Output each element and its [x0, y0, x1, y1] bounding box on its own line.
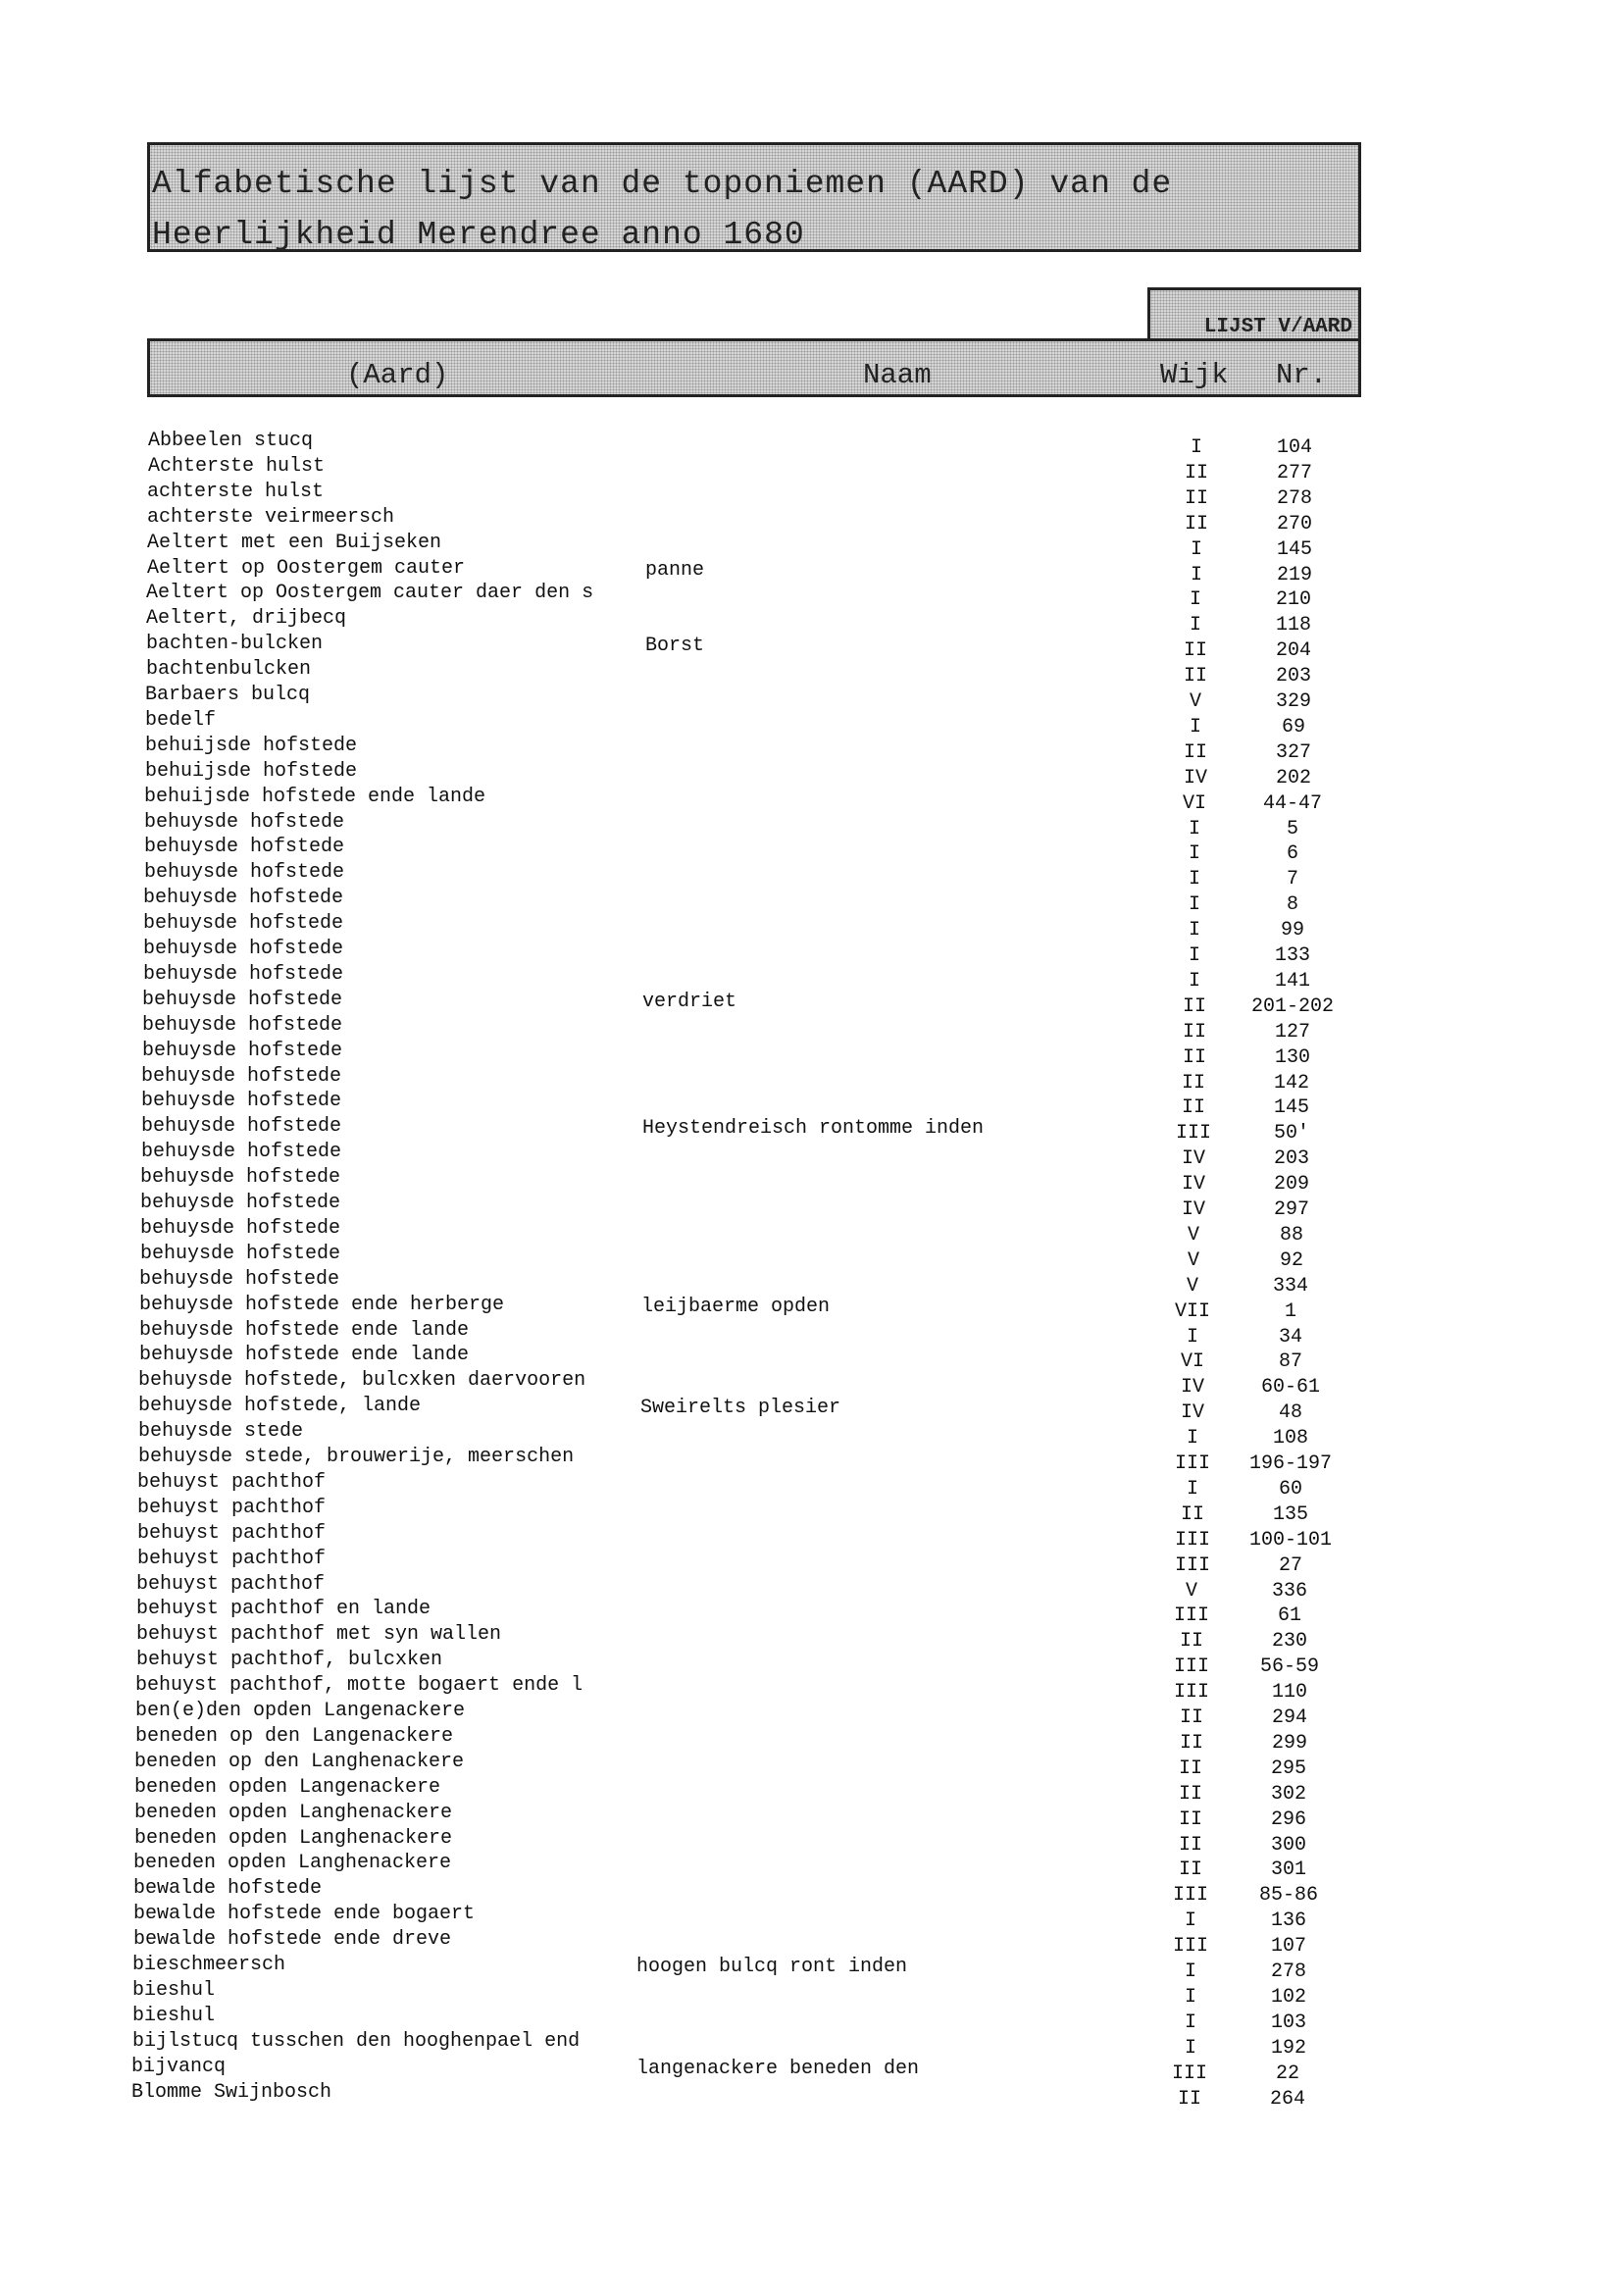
naam-cell: Heystendreisch rontomme inden [642, 1117, 985, 1140]
nr-cell: 27 [1278, 1554, 1302, 1577]
aard-cell: behuysde hofstede [142, 1014, 343, 1037]
nr-cell: 142 [1273, 1072, 1309, 1095]
table-row [0, 506, 1624, 535]
table-row [0, 1852, 1624, 1881]
aard-cell: beneden op den Langhenackere [134, 1751, 465, 1773]
nr-cell: 34 [1278, 1326, 1302, 1349]
nr-cell: 87 [1278, 1350, 1302, 1373]
table-row [0, 836, 1624, 865]
aard-cell: behuyst pachthof en lande [136, 1598, 431, 1620]
wijk-cell: I [1188, 970, 1200, 993]
nr-cell: 202 [1275, 767, 1311, 789]
table-row [0, 709, 1624, 738]
table-row [0, 1827, 1624, 1857]
nr-cell: 136 [1270, 1909, 1306, 1932]
table-row [0, 938, 1624, 967]
wijk-cell: II [1179, 1732, 1203, 1755]
naam-cell: hoogen bulcq ront inden [636, 1956, 908, 1978]
aard-cell: behuysde hofstede [143, 912, 344, 935]
table-row [0, 1420, 1624, 1450]
aard-cell: behuysde hofstede [141, 1115, 342, 1138]
wijk-cell: II [1184, 513, 1208, 535]
table-row [0, 1344, 1624, 1373]
wijk-cell: IV [1181, 1147, 1205, 1170]
nr-cell: 1 [1284, 1300, 1296, 1323]
wijk-cell: II [1182, 1021, 1206, 1044]
wijk-cell: VI [1182, 792, 1206, 815]
naam-cell: leijbaerme opden [641, 1296, 831, 1318]
wijk-cell: I [1188, 944, 1200, 967]
wijk-cell: I [1184, 2037, 1196, 2060]
nr-cell: 201-202 [1250, 995, 1334, 1018]
wijk-cell: IV [1183, 767, 1207, 789]
nr-cell: 204 [1275, 639, 1311, 662]
aard-cell: behuyst pachthof, motte bogaert ende l [135, 1674, 584, 1697]
table-row [0, 1573, 1624, 1603]
nr-cell: 103 [1270, 2011, 1306, 2034]
wijk-cell: I [1189, 588, 1201, 611]
aard-cell: behuysde hofstede, lande [138, 1395, 422, 1417]
wijk-cell: II [1184, 487, 1208, 510]
wijk-cell: I [1184, 1986, 1196, 2009]
nr-cell: 44-47 [1262, 792, 1322, 815]
table-row [0, 1954, 1624, 1983]
aard-cell: behuysde hofstede ende lande [139, 1344, 470, 1366]
table-row [0, 1623, 1624, 1653]
aard-cell: behuysde hofstede [140, 1166, 341, 1189]
aard-cell: behuysde hofstede [140, 1217, 341, 1240]
table-row [0, 1751, 1624, 1780]
aard-cell: bieschmeersch [132, 1954, 286, 1976]
nr-cell: 88 [1279, 1224, 1303, 1247]
nr-cell: 100-101 [1248, 1529, 1332, 1552]
nr-cell: 135 [1272, 1503, 1308, 1526]
nr-cell: 104 [1276, 436, 1312, 459]
aard-cell: behuyst pachthof [137, 1522, 327, 1545]
aard-cell: bachtenbulcken [146, 658, 312, 681]
naam-column-header: Naam [863, 359, 932, 391]
wijk-cell: III [1173, 1604, 1209, 1627]
aard-cell: behuysde hofstede [143, 938, 344, 960]
wijk-cell: I [1184, 1960, 1196, 1983]
wijk-cell: III [1174, 1452, 1210, 1475]
wijk-cell: I [1186, 1427, 1198, 1450]
nr-cell: 110 [1271, 1681, 1307, 1704]
nr-cell: 336 [1271, 1580, 1307, 1603]
table-row [0, 1395, 1624, 1424]
table-row [0, 1471, 1624, 1501]
aard-cell: behuysde hofstede ende lande [139, 1319, 470, 1342]
aard-cell: beneden op den Langenackere [135, 1725, 454, 1748]
aard-cell: behuysde hofstede [140, 1243, 341, 1265]
wijk-cell: I [1190, 564, 1202, 586]
aard-cell: beneden opden Langhenackere [134, 1802, 453, 1824]
wijk-cell: I [1188, 842, 1200, 865]
table-row [0, 1141, 1624, 1170]
wijk-cell: II [1178, 1783, 1202, 1806]
nr-cell: 107 [1270, 1935, 1306, 1958]
table-row [0, 1090, 1624, 1119]
wijk-cell: II [1178, 1858, 1202, 1881]
aard-cell: Abbeelen stucq [148, 430, 314, 452]
naam-cell: panne [645, 559, 705, 582]
nr-cell: 61 [1277, 1604, 1301, 1627]
nr-cell: 203 [1275, 665, 1311, 687]
wijk-cell: II [1184, 462, 1208, 484]
aard-cell: behuysde hofstede [144, 836, 345, 858]
nr-cell: 278 [1276, 487, 1312, 510]
wijk-cell: II [1181, 1072, 1205, 1095]
aard-cell: Aeltert op Oostergem cauter daer den s [146, 582, 594, 604]
wijk-cell: III [1174, 1554, 1210, 1577]
nr-cell: 85-86 [1258, 1884, 1318, 1907]
table-row [0, 1369, 1624, 1399]
table-row [0, 1674, 1624, 1704]
nr-cell: 99 [1280, 919, 1304, 942]
document-title-line-2: Heerlijkheid Merendree anno 1680 [152, 217, 805, 253]
wijk-cell: II [1179, 1630, 1203, 1653]
aard-cell: behuysde hofstede [143, 963, 344, 986]
table-row [0, 861, 1624, 891]
aard-cell: behuysde hofstede [141, 1090, 342, 1112]
table-row [0, 1319, 1624, 1349]
nr-cell: 334 [1272, 1275, 1308, 1298]
wijk-cell: II [1178, 1757, 1202, 1780]
aard-cell: bedelf [145, 709, 217, 732]
nr-cell: 297 [1273, 1198, 1309, 1221]
nr-cell: 210 [1275, 588, 1311, 611]
lijst-label: LIJST V/AARD [1203, 316, 1352, 338]
aard-cell: behuysde hofstede [142, 1040, 343, 1062]
table-row [0, 1928, 1624, 1958]
aard-cell: bachten-bulcken [146, 633, 324, 655]
nr-cell: 145 [1273, 1096, 1309, 1119]
nr-cell: 296 [1270, 1808, 1306, 1831]
table-row [0, 1217, 1624, 1247]
nr-cell: 8 [1286, 893, 1298, 916]
aard-cell: Blomme Swijnbosch [131, 2081, 332, 2104]
wijk-cell: II [1181, 1096, 1205, 1119]
aard-cell: behuysde hofstede [139, 1268, 340, 1291]
table-row [0, 1979, 1624, 2009]
table-row [0, 1548, 1624, 1577]
nr-cell: 203 [1273, 1147, 1309, 1170]
table-row [0, 2005, 1624, 2034]
table-row [0, 1725, 1624, 1755]
nr-cell: 278 [1270, 1960, 1306, 1983]
wijk-cell: VI [1180, 1350, 1204, 1373]
table-row [0, 1115, 1624, 1145]
wijk-cell: III [1173, 1681, 1209, 1704]
aard-cell: Barbaers bulcq [145, 684, 311, 706]
table-row [0, 786, 1624, 815]
aard-cell: behuysde stede [138, 1420, 304, 1443]
wijk-cell: I [1189, 614, 1201, 636]
nr-cell: 102 [1270, 1986, 1306, 2009]
nr-cell: 301 [1270, 1858, 1306, 1881]
wijk-cell: II [1178, 1834, 1202, 1857]
aard-cell: Aeltert met een Buijseken [147, 532, 442, 554]
wijk-cell: V [1186, 1275, 1198, 1298]
wijk-cell: I [1189, 716, 1201, 738]
table-row [0, 557, 1624, 586]
table-row [0, 532, 1624, 561]
aard-cell: behuijsde hofstede [145, 735, 358, 757]
nr-cell: 56-59 [1259, 1655, 1319, 1678]
aard-cell: behuyst pachthof [136, 1573, 326, 1596]
table-row [0, 1065, 1624, 1095]
wijk-cell: IV [1181, 1173, 1205, 1196]
table-row [0, 658, 1624, 687]
wijk-cell: II [1179, 1706, 1203, 1729]
aard-cell: bieshul [132, 2005, 216, 2027]
aard-cell: behuijsde hofstede [145, 760, 358, 783]
nr-cell: 327 [1275, 741, 1311, 764]
table-row [0, 1522, 1624, 1552]
aard-cell: behuysde stede, brouwerije, meerschen [138, 1446, 575, 1468]
table-row [0, 1877, 1624, 1907]
wijk-cell: I [1186, 1478, 1198, 1501]
table-row [0, 607, 1624, 636]
document-title-line-1: Alfabetische lijst van de toponiemen (AARD) van de [152, 166, 1173, 202]
wijk-cell: I [1190, 436, 1202, 459]
aard-cell: behuysde hofstede [142, 989, 343, 1011]
aard-cell: behuysde hofstede [141, 1065, 342, 1088]
table-row [0, 633, 1624, 662]
table-row [0, 1497, 1624, 1526]
nr-cell: 6 [1286, 842, 1298, 865]
nr-cell: 145 [1276, 538, 1312, 561]
wijk-cell: IV [1180, 1376, 1204, 1399]
wijk-cell: V [1187, 1224, 1199, 1247]
nr-cell: 219 [1276, 564, 1312, 586]
aard-cell: achterste veirmeersch [147, 506, 395, 529]
nr-cell: 5 [1286, 818, 1298, 840]
table-row [0, 455, 1624, 484]
aard-cell: behuyst pachthof, bulcxken [136, 1649, 443, 1671]
aard-cell: bewalde hofstede [133, 1877, 323, 1900]
table-row [0, 1192, 1624, 1221]
nr-cell: 277 [1276, 462, 1312, 484]
table-row [0, 811, 1624, 840]
wijk-cell: II [1178, 1808, 1202, 1831]
table-row [0, 481, 1624, 510]
nr-cell: 130 [1274, 1046, 1310, 1069]
nr-cell: 7 [1286, 868, 1298, 891]
nr-cell: 299 [1271, 1732, 1307, 1755]
table-row [0, 1040, 1624, 1069]
table-row [0, 2056, 1624, 2085]
wijk-cell: III [1175, 1122, 1211, 1145]
wijk-cell: I [1186, 1326, 1198, 1349]
table-row [0, 1649, 1624, 1678]
aard-cell: beneden opden Langhenackere [134, 1827, 453, 1850]
wijk-cell: I [1188, 919, 1200, 942]
wijk-cell: IV [1180, 1401, 1204, 1424]
table-row [0, 760, 1624, 789]
table-row [0, 1446, 1624, 1475]
aard-cell: Achterste hulst [148, 455, 326, 478]
aard-cell: bieshul [132, 1979, 216, 2002]
nr-cell: 92 [1279, 1249, 1303, 1272]
table-row [0, 1598, 1624, 1627]
nr-cell: 127 [1274, 1021, 1310, 1044]
nr-cell: 302 [1270, 1783, 1306, 1806]
aard-cell: behuysde hofstede [140, 1192, 341, 1214]
nr-cell: 270 [1276, 513, 1312, 535]
wijk-cell: II [1183, 665, 1207, 687]
wijk-cell: II [1183, 639, 1207, 662]
wijk-cell: I [1184, 1909, 1196, 1932]
wijk-cell: VII [1174, 1300, 1210, 1323]
aard-column-header: (Aard) [346, 359, 449, 391]
naam-cell: Sweirelts plesier [640, 1397, 841, 1419]
wijk-cell: II [1182, 1046, 1206, 1069]
nr-cell: 118 [1275, 614, 1311, 636]
nr-cell: 69 [1281, 716, 1305, 738]
nr-cell: 50' [1273, 1122, 1309, 1145]
aard-cell: behuyst pachthof [137, 1548, 327, 1570]
wijk-cell: II [1180, 1503, 1204, 1526]
nr-cell: 209 [1273, 1173, 1309, 1196]
aard-cell: behuysde hofstede, bulcxken daervooren [138, 1369, 586, 1392]
aard-cell: behuyst pachthof [137, 1471, 327, 1494]
wijk-cell: II [1177, 2088, 1201, 2111]
table-row [0, 1268, 1624, 1298]
table-row [0, 1294, 1624, 1323]
table-row [0, 1243, 1624, 1272]
wijk-cell: I [1188, 818, 1200, 840]
aard-cell: behuysde hofstede [144, 811, 345, 834]
table-row [0, 2081, 1624, 2111]
wijk-cell: III [1171, 2062, 1207, 2085]
nr-cell: 295 [1270, 1757, 1306, 1780]
aard-cell: achterste hulst [147, 481, 325, 503]
table-row [0, 684, 1624, 713]
nr-cell: 294 [1271, 1706, 1307, 1729]
aard-cell: ben(e)den opden Langenackere [135, 1700, 466, 1722]
table-row [0, 1166, 1624, 1196]
naam-cell: langenackere beneden den [636, 2058, 920, 2080]
table-row [0, 1014, 1624, 1044]
naam-cell: verdriet [642, 991, 737, 1013]
wijk-cell: V [1185, 1580, 1197, 1603]
wijk-cell: III [1174, 1529, 1210, 1552]
nr-cell: 230 [1271, 1630, 1307, 1653]
nr-cell: 300 [1270, 1834, 1306, 1857]
aard-cell: Aeltert, drijbecq [146, 607, 347, 630]
aard-cell: bewalde hofstede ende dreve [133, 1928, 452, 1951]
wijk-cell: I [1188, 893, 1200, 916]
nr-cell: 141 [1274, 970, 1310, 993]
wijk-cell: II [1182, 995, 1206, 1018]
wijk-cell: III [1173, 1655, 1209, 1678]
aard-cell: bijlstucq tusschen den hooghenpael end [132, 2030, 581, 2053]
table-row [0, 989, 1624, 1018]
aard-cell: bijvancq [131, 2056, 227, 2078]
table-row [0, 963, 1624, 993]
table-row [0, 430, 1624, 459]
nr-cell: 108 [1272, 1427, 1308, 1450]
aard-cell: behuyst pachthof [137, 1497, 327, 1519]
wijk-cell: II [1183, 741, 1207, 764]
nr-cell: 60 [1278, 1478, 1302, 1501]
wijk-cell: III [1172, 1935, 1208, 1958]
aard-cell: bewalde hofstede ende bogaert [133, 1903, 476, 1925]
nr-cell: 48 [1278, 1401, 1302, 1424]
aard-cell: behuysde hofstede [144, 861, 345, 884]
table-row [0, 1802, 1624, 1831]
aard-cell: beneden opden Langhenackere [133, 1852, 452, 1874]
wijk-cell: V [1187, 1249, 1199, 1272]
aard-cell: behuysde hofstede ende herberge [139, 1294, 505, 1316]
aard-cell: beneden opden Langenackere [134, 1776, 441, 1799]
wijk-cell: V [1189, 690, 1201, 713]
aard-cell: behuysde hofstede [141, 1141, 342, 1163]
nr-cell: 133 [1274, 944, 1310, 967]
aard-cell: Aeltert op Oostergem cauter [147, 557, 466, 580]
table-row [0, 582, 1624, 611]
wijk-cell: III [1172, 1884, 1208, 1907]
aard-cell: behuijsde hofstede ende lande [144, 786, 486, 808]
table-row [0, 1776, 1624, 1806]
nr-cell: 60-61 [1260, 1376, 1320, 1399]
aard-cell: behuysde hofstede [143, 887, 344, 909]
table-row [0, 912, 1624, 942]
table-row [0, 1903, 1624, 1932]
wijk-cell: IV [1181, 1198, 1205, 1221]
nr-cell: 192 [1270, 2037, 1306, 2060]
nr-cell: 264 [1269, 2088, 1305, 2111]
table-row [0, 735, 1624, 764]
nr-column-header: Nr. [1276, 359, 1328, 391]
wijk-cell: I [1184, 2011, 1196, 2034]
table-row [0, 2030, 1624, 2060]
table-row [0, 887, 1624, 916]
wijk-cell: I [1188, 868, 1200, 891]
wijk-cell: I [1190, 538, 1202, 561]
naam-cell: Borst [645, 635, 705, 657]
nr-cell: 22 [1275, 2062, 1299, 2085]
aard-cell: behuyst pachthof met syn wallen [136, 1623, 502, 1646]
nr-cell: 329 [1275, 690, 1311, 713]
nr-cell: 196-197 [1248, 1452, 1332, 1475]
table-row [0, 1700, 1624, 1729]
wijk-column-header: Wijk [1160, 359, 1229, 391]
